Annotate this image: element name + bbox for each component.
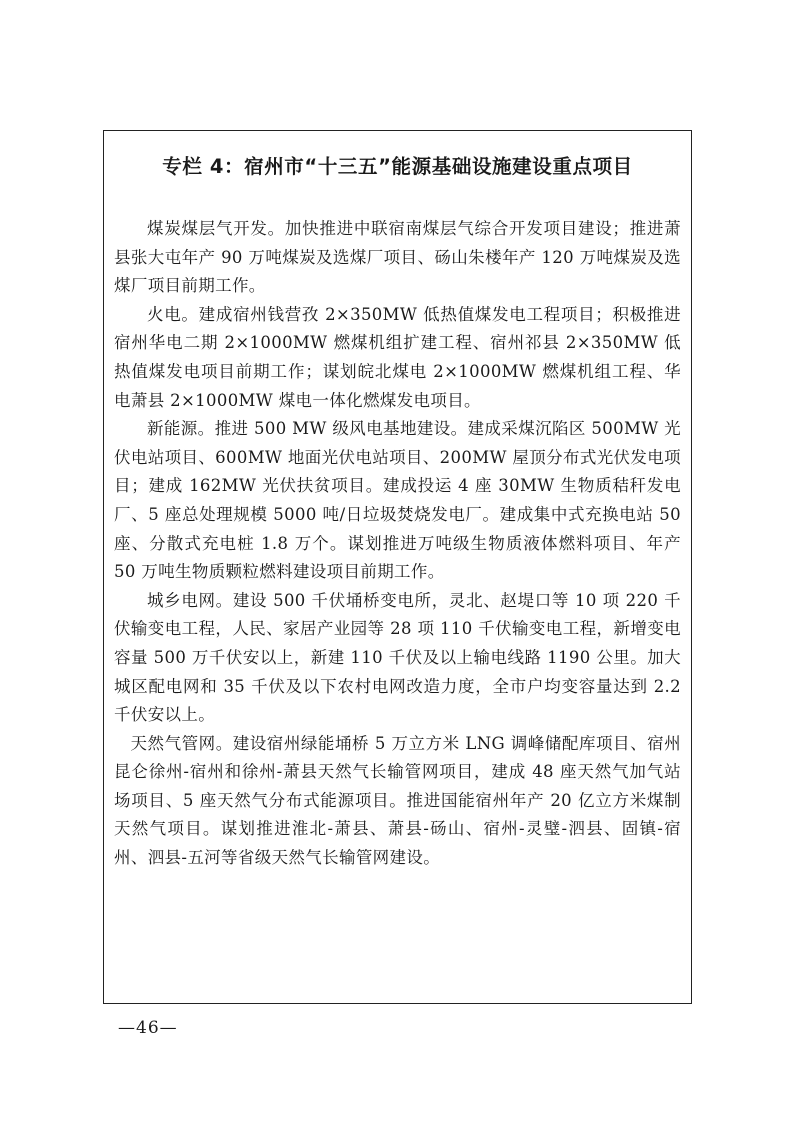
paragraph-power-grid: 城乡电网。建设 500 千伏埇桥变电所，灵北、赵堤口等 10 项 220 千伏输变电工程，人民、家居产业园等 28 项 110 千伏输变电工程，新增变电容量 500 万千伏安以上，新建 110 千伏及以上输电线路 1190 公里。加大城区配电网和 35 千伏及以下农村电网改造力度，全市户均变容量达到 2.2 千伏安以上。 <box>114 590 681 725</box>
paragraph-thermal-power: 火电。建成宿州钱营孜 2×350MW 低热值煤发电工程项目；积极推进宿州华电二期 2×1000MW 燃煤机组扩建工程、宿州祁县 2×350MW 低热值煤发电项目前期工作；谋划皖北煤电 2×1000MW 燃煤机组工程、华电萧县 2×1000MW 煤电一体化燃煤发电项目。 <box>114 304 681 410</box>
feature-box <box>103 130 692 1004</box>
paragraph-gas-pipeline: 天然气管网。建设宿州绿能埇桥 5 万立方米 LNG 调峰储配库项目、宿州昆仑徐州-宿州和徐州-萧县天然气长输管网项目，建成 48 座天然气加气站场项目、5 座天然气分布式能源项目。推进国能宿州年产 20 亿立方米煤制天然气项目。谋划推进淮北-萧县、萧县-砀山、宿州-灵璧-泗县、固镇-宿州、泗县-五河等省级天然气长输管网建设。 <box>114 733 681 868</box>
page-number: —46— <box>118 1018 178 1038</box>
box-content <box>114 215 681 873</box>
paragraph-new-energy: 新能源。推进 500 MW 级风电基地建设。建成采煤沉陷区 500MW 光伏电站项目、600MW 地面光伏电站项目、200MW 屋顶分布式光伏发电项目；建成 162MW 光伏扶贫项目。建成投运 4 座 30MW 生物质秸秆发电厂、5 座总处理规模 5000 吨/日垃圾焚烧发电厂。建成集中式充换电站 50 座、分散式充电桩 1.8 万个。谋划推进万吨级生物质液体燃料项目、年产 50 万吨生物质颗粒燃料建设项目前期工作。 <box>114 419 681 582</box>
paragraph-coal: 煤炭煤层气开发。加快推进中联宿南煤层气综合开发项目建设；推进萧县张大屯年产 90 万吨煤炭及选煤厂项目、砀山朱楼年产 120 万吨煤炭及选煤厂项目前期工作。 <box>114 219 681 296</box>
box-title: 专栏 4：宿州市“十三五”能源基础设施建设重点项目 <box>162 155 633 178</box>
